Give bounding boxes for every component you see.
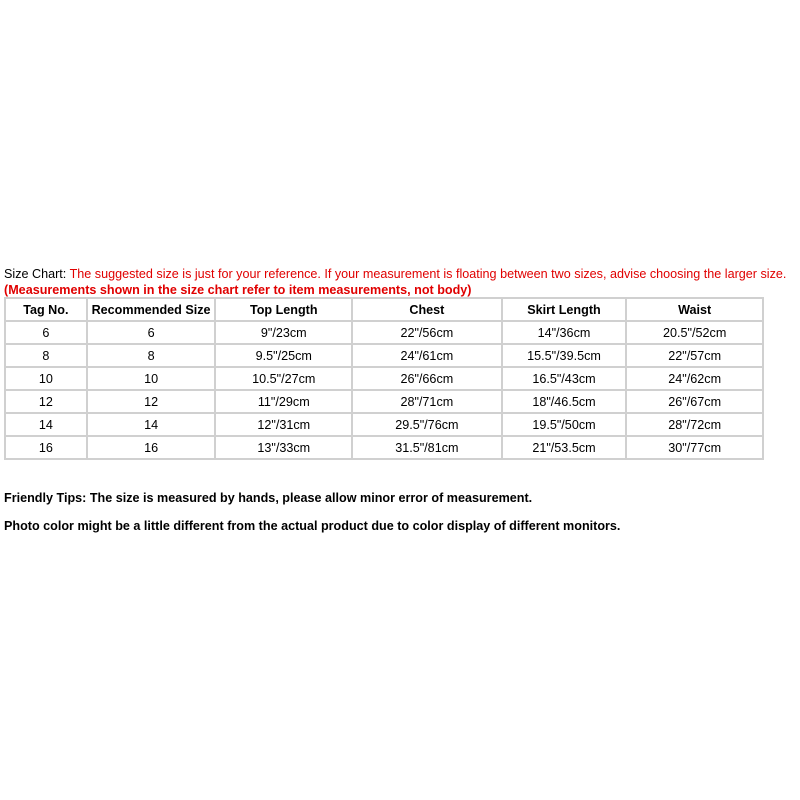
size-chart-intro — [4, 266, 794, 298]
size-chart-label: Size Chart — [4, 267, 63, 281]
cell-tag-no: 10 — [5, 367, 87, 390]
table-row — [5, 344, 763, 367]
cell-waist: 30"/77cm — [626, 436, 763, 459]
cell-chest: 31.5"/81cm — [352, 436, 502, 459]
size-chart-emphasis: (Measurements shown in the size chart refer to item measurements, not body) — [4, 283, 472, 297]
cell-recommended-size: 16 — [87, 436, 216, 459]
cell-tag-no: 6 — [5, 321, 87, 344]
cell-waist: 24"/62cm — [626, 367, 763, 390]
cell-chest: 24"/61cm — [352, 344, 502, 367]
table-row — [5, 321, 763, 344]
table-row — [5, 413, 763, 436]
cell-tag-no: 14 — [5, 413, 87, 436]
cell-waist: 26"/67cm — [626, 390, 763, 413]
header-waist: Waist — [626, 298, 763, 321]
cell-chest: 29.5"/76cm — [352, 413, 502, 436]
header-recommended-size: Recommended Size — [87, 298, 216, 321]
cell-skirt-length: 18"/46.5cm — [502, 390, 627, 413]
cell-top-length: 12"/31cm — [215, 413, 352, 436]
cell-skirt-length: 21"/53.5cm — [502, 436, 627, 459]
cell-waist: 22"/57cm — [626, 344, 763, 367]
cell-top-length: 10.5"/27cm — [215, 367, 352, 390]
table-row — [5, 367, 763, 390]
cell-recommended-size: 14 — [87, 413, 216, 436]
header-top-length: Top Length — [215, 298, 352, 321]
cell-top-length: 11"/29cm — [215, 390, 352, 413]
friendly-tips: Friendly Tips: The size is measured by hands, please allow minor error of measurement. — [4, 491, 533, 505]
cell-skirt-length: 16.5"/43cm — [502, 367, 627, 390]
cell-top-length: 13"/33cm — [215, 436, 352, 459]
table-header-row — [5, 298, 763, 321]
cell-recommended-size: 10 — [87, 367, 216, 390]
cell-recommended-size: 6 — [87, 321, 216, 344]
header-tag-no: Tag No. — [5, 298, 87, 321]
photo-color-note: Photo color might be a little different from the actual product due to color display of different monitors. — [4, 519, 621, 533]
cell-tag-no: 12 — [5, 390, 87, 413]
cell-chest: 28"/71cm — [352, 390, 502, 413]
table-row — [5, 390, 763, 413]
cell-top-length: 9.5"/25cm — [215, 344, 352, 367]
cell-skirt-length: 15.5"/39.5cm — [502, 344, 627, 367]
header-chest: Chest — [352, 298, 502, 321]
size-chart-colon: : — [62, 267, 70, 281]
cell-chest: 26"/66cm — [352, 367, 502, 390]
cell-recommended-size: 12 — [87, 390, 216, 413]
cell-top-length: 9"/23cm — [215, 321, 352, 344]
cell-skirt-length: 19.5"/50cm — [502, 413, 627, 436]
cell-chest: 22"/56cm — [352, 321, 502, 344]
size-chart-note: The suggested size is just for your reference. If your measurement is floating between two sizes, advise choosing the larger size. — [69, 267, 787, 281]
cell-recommended-size: 8 — [87, 344, 216, 367]
cell-tag-no: 8 — [5, 344, 87, 367]
header-skirt-length: Skirt Length — [502, 298, 627, 321]
cell-waist: 28"/72cm — [626, 413, 763, 436]
size-table — [4, 297, 764, 460]
cell-tag-no: 16 — [5, 436, 87, 459]
table-row — [5, 436, 763, 459]
cell-waist: 20.5"/52cm — [626, 321, 763, 344]
cell-skirt-length: 14"/36cm — [502, 321, 627, 344]
